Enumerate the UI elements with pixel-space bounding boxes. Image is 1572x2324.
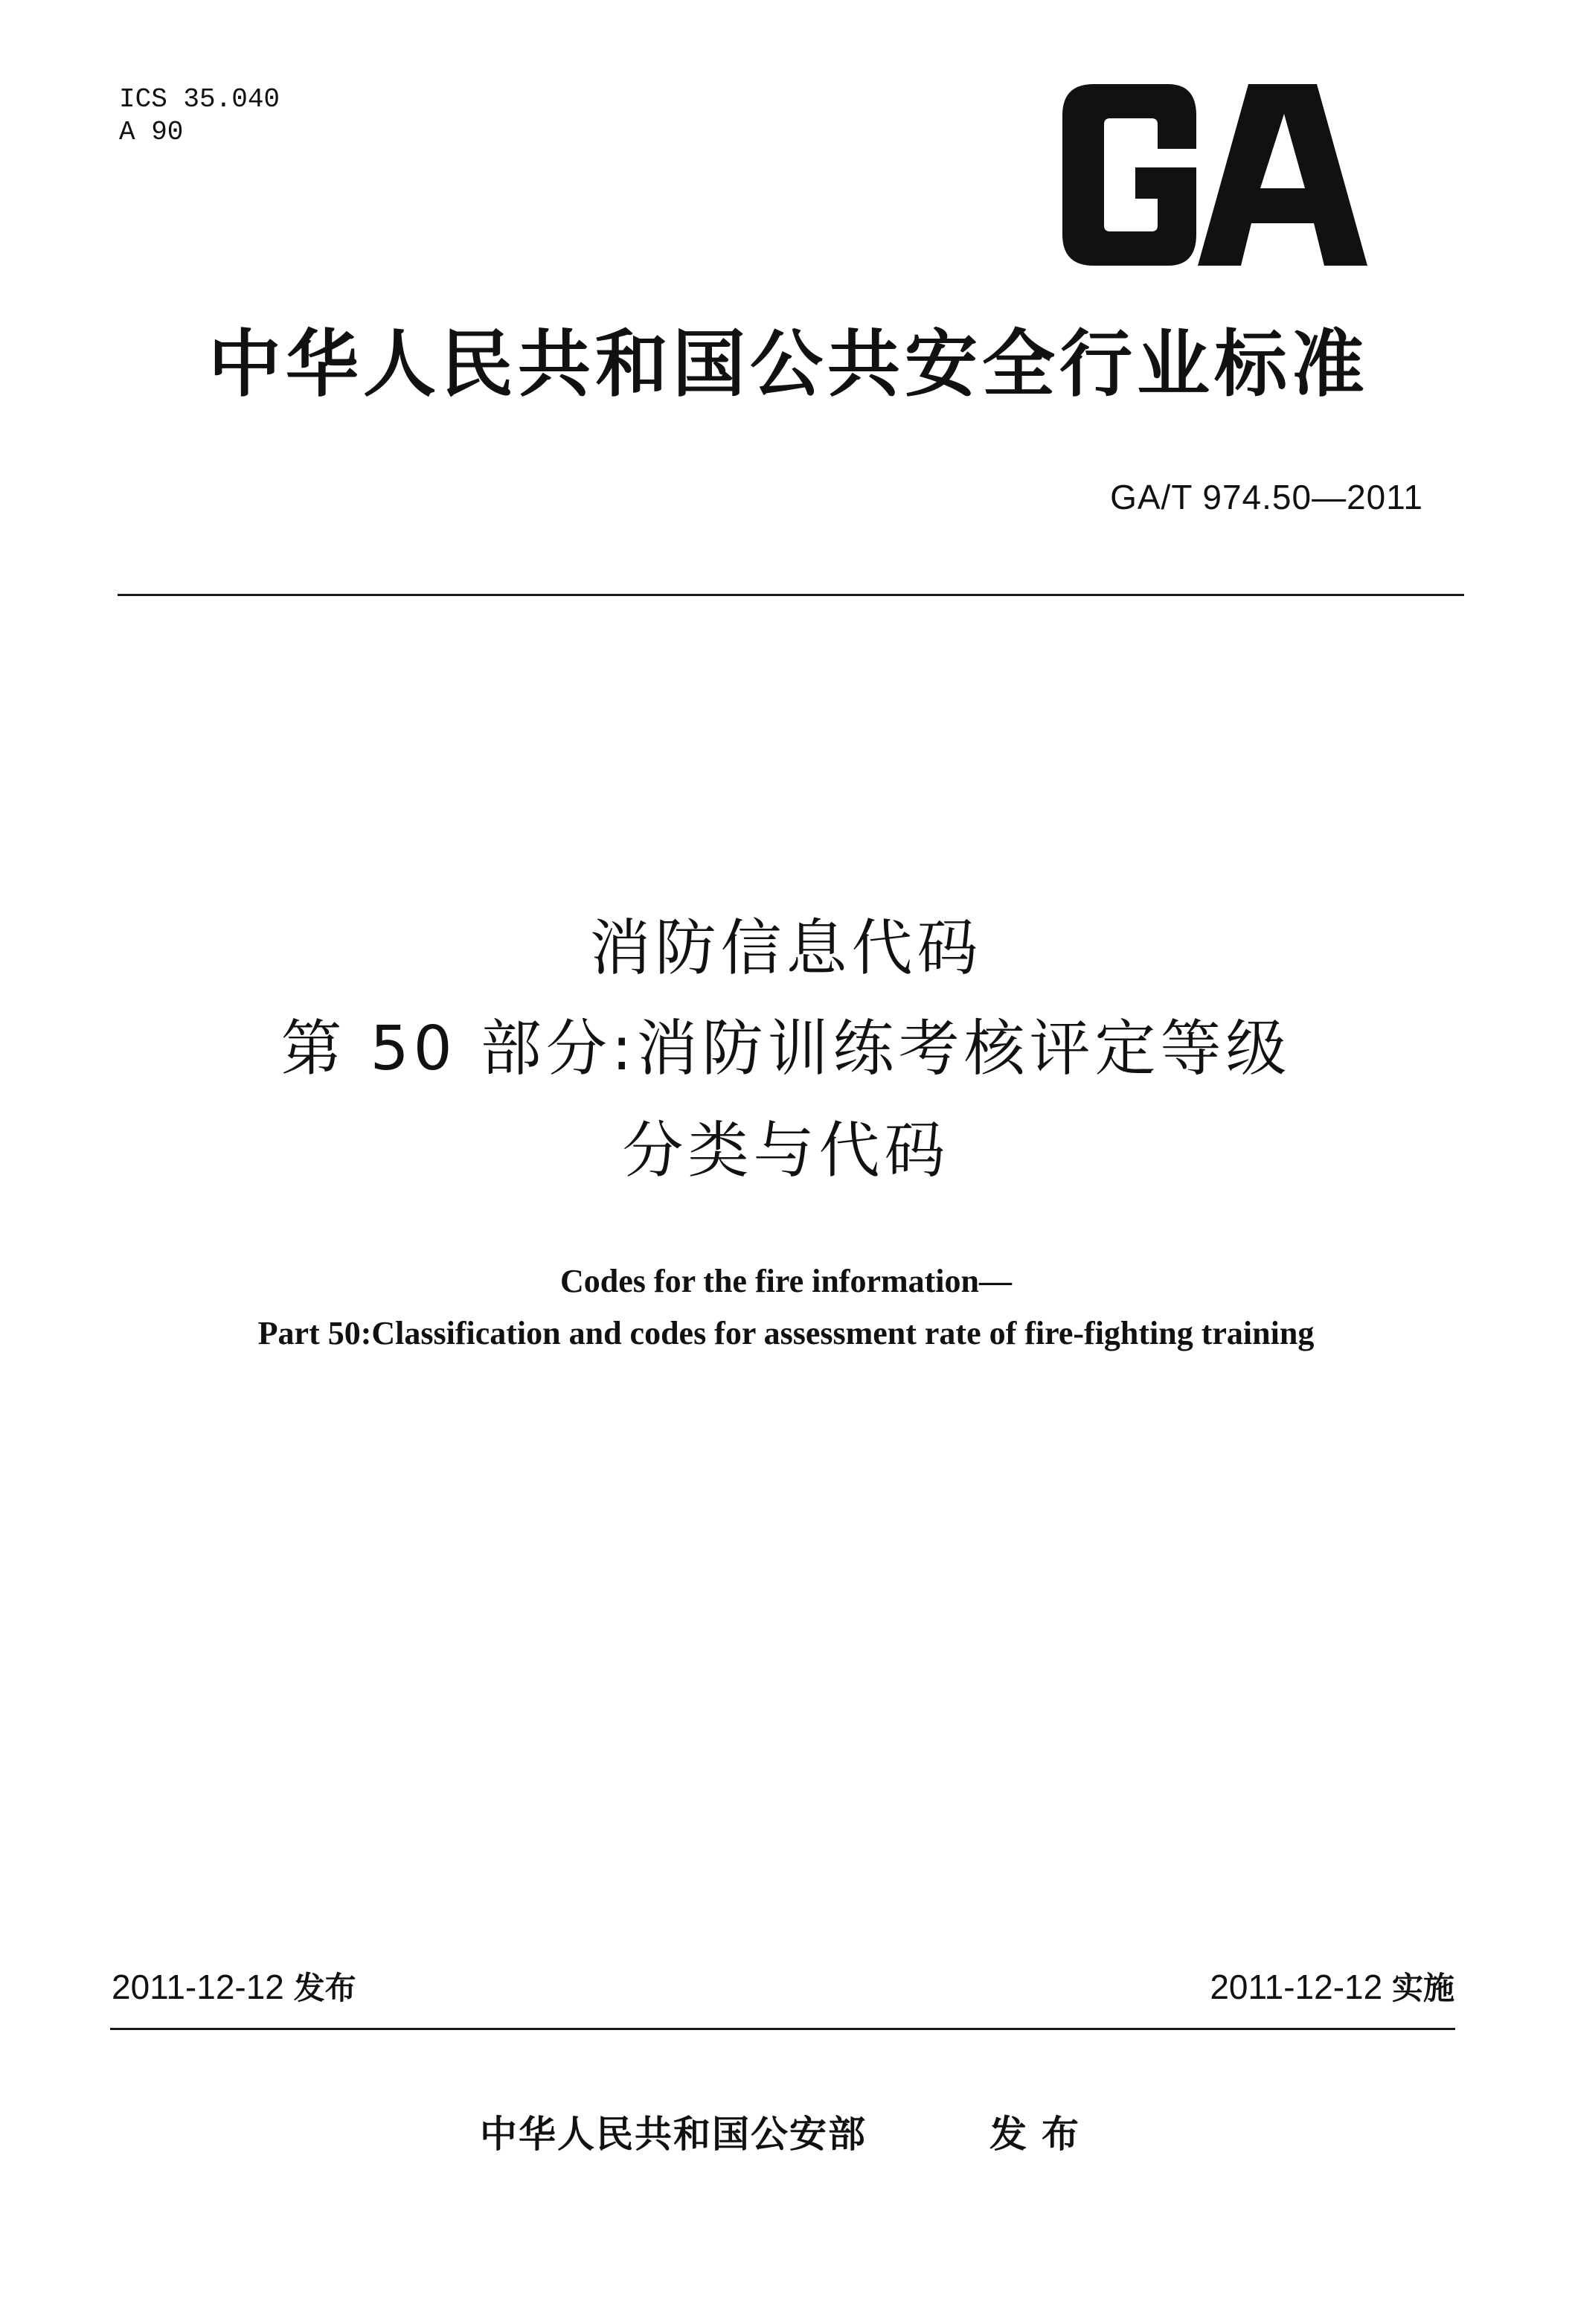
- issue-date-value: 2011-12-12: [112, 1968, 284, 2006]
- chinese-title-line-3: 分类与代码: [622, 1115, 950, 1186]
- ga-logo: [1048, 71, 1375, 279]
- english-title-line-1: Codes for the fire information—: [560, 1263, 1012, 1299]
- publisher-action: 发布: [989, 2113, 1094, 2156]
- bottom-divider: [110, 2028, 1455, 2030]
- implementation-date-value: 2011-12-12: [1210, 1968, 1383, 2006]
- chinese-title-line-2: 第 50 部分:消防训练考核评定等级: [280, 1014, 1292, 1084]
- ics-block: [119, 83, 280, 149]
- implementation-label: 实施: [1391, 1970, 1454, 2006]
- organization-title: 中华人民共和国公共安全行业标准: [208, 322, 1369, 407]
- issue-date: [112, 1965, 356, 2011]
- publisher-name: 中华人民共和国公安部: [480, 2113, 867, 2156]
- ics-code: ICS 35.040: [119, 84, 280, 115]
- classification-code: A 90: [119, 117, 184, 147]
- top-divider: [118, 594, 1464, 596]
- implementation-date: [1210, 1965, 1454, 2011]
- issue-label: 发布: [293, 1970, 356, 2006]
- english-title-line-2: Part 50:Classification and codes for assessment rate of fire-fighting training: [257, 1315, 1315, 1351]
- standard-number: GA/T 974.50—2011: [1110, 478, 1423, 516]
- chinese-title-line-1: 消防信息代码: [589, 913, 983, 984]
